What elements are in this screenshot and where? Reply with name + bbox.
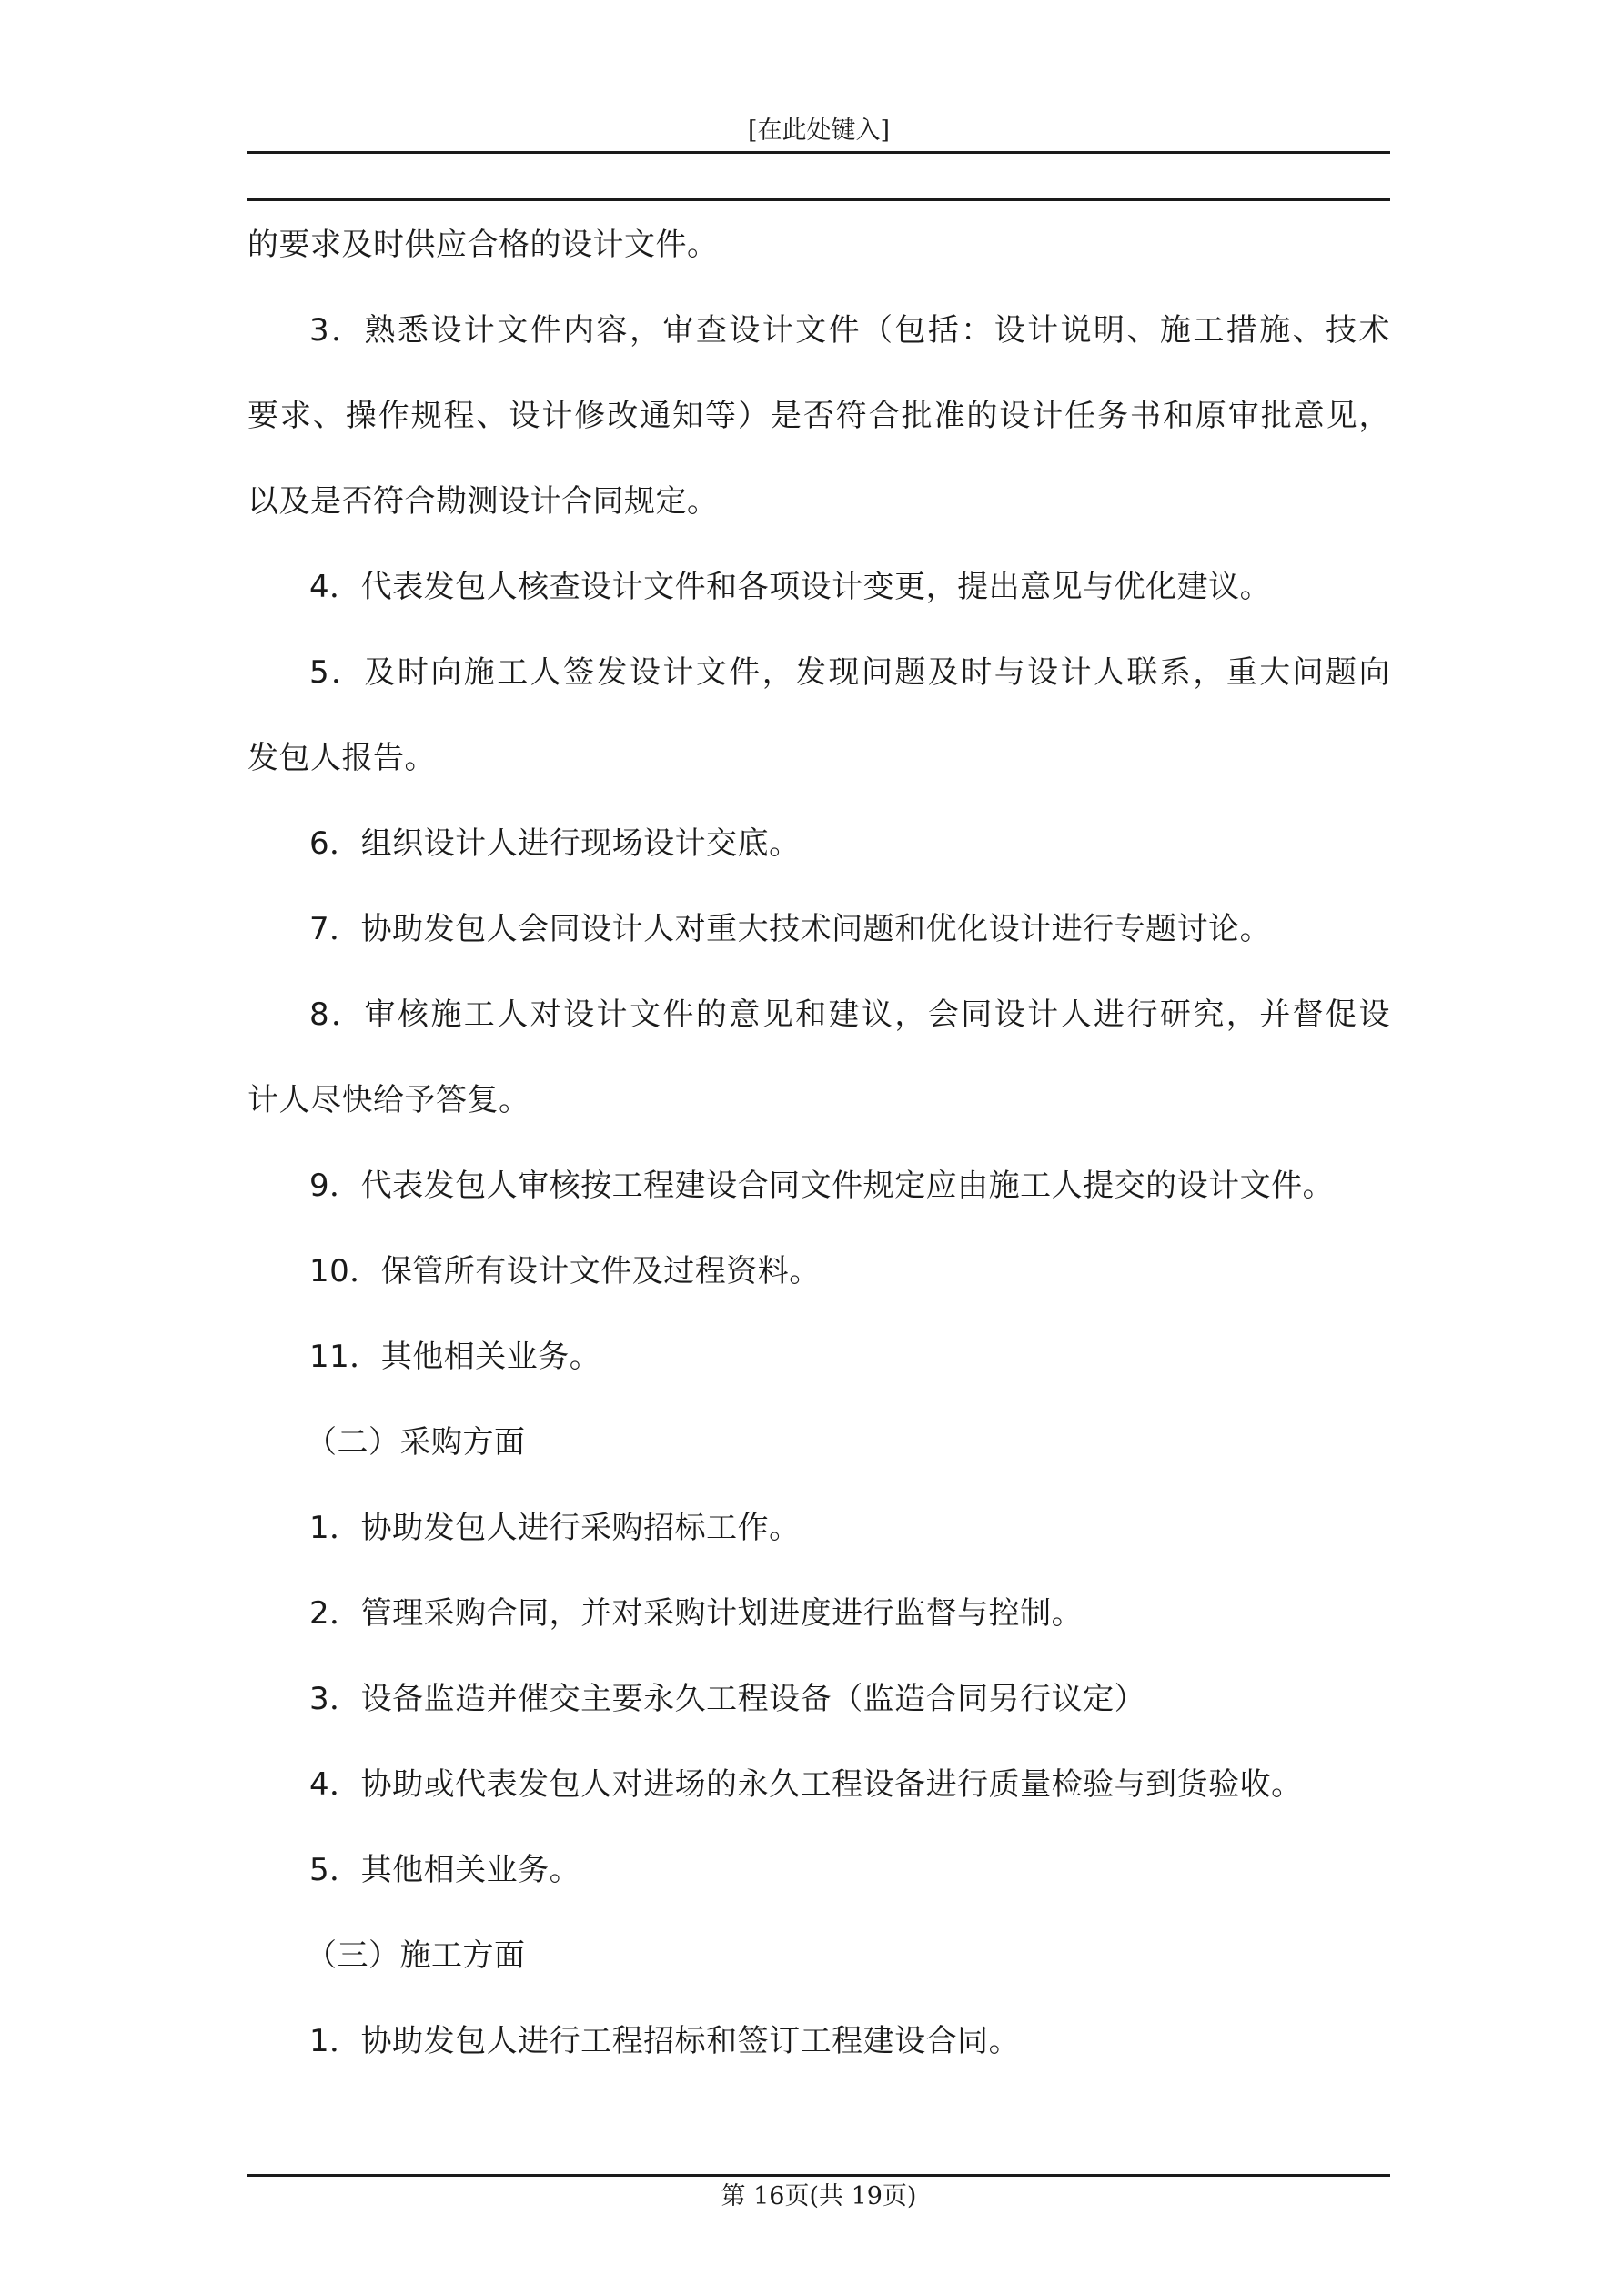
paragraph-line: 计人尽快给予答复。 — [247, 1082, 530, 1118]
paragraph-line: 4．协助或代表发包人对进场的永久工程设备进行质量检验与到货验收。 — [309, 1766, 1303, 1803]
paragraph-line: 5．其他相关业务。 — [309, 1852, 581, 1888]
section-heading: （三）施工方面 — [306, 1937, 526, 1974]
paragraph-line: 8．审核施工人对设计文件的意见和建议，会同设计人进行研究，并督促设 — [309, 996, 1390, 1033]
top-rule — [247, 198, 1390, 201]
header-rule — [247, 151, 1390, 154]
paragraph-line: 3．熟悉设计文件内容，审查设计文件（包括：设计说明、施工措施、技术 — [309, 312, 1390, 349]
paragraph-line: 1．协助发包人进行采购招标工作。 — [309, 1510, 801, 1546]
paragraph-line: 要求、操作规程、设计修改通知等）是否符合批准的设计任务书和原审批意见， — [247, 398, 1390, 434]
paragraph-line: 5．及时向施工人签发设计文件，发现问题及时与设计人联系，重大问题向 — [309, 654, 1390, 691]
paragraph-line: 6．组织设计人进行现场设计交底。 — [309, 825, 801, 862]
page-number: 第 16页(共 19页) — [721, 2182, 917, 2210]
paragraph-line: 的要求及时供应合格的设计文件。 — [247, 227, 719, 263]
header-placeholder-text: [在此处键入] — [747, 116, 891, 145]
paragraph-line: 3．设备监造并催交主要永久工程设备（监造合同另行议定） — [309, 1681, 1146, 1717]
paragraph-line: 2．管理采购合同，并对采购计划进度进行监督与控制。 — [309, 1595, 1084, 1632]
section-heading: （二）采购方面 — [306, 1424, 526, 1461]
paragraph-line: 7．协助发包人会同设计人对重大技术问题和优化设计进行专题讨论。 — [309, 911, 1272, 947]
paragraph-line: 发包人报告。 — [247, 740, 436, 776]
paragraph-line: 4．代表发包人核查设计文件和各项设计变更，提出意见与优化建议。 — [309, 569, 1272, 605]
paragraph-line: 10．保管所有设计文件及过程资料。 — [309, 1253, 821, 1290]
paragraph-line: 1．协助发包人进行工程招标和签订工程建设合同。 — [309, 2023, 1021, 2059]
paragraph-line: 以及是否符合勘测设计合同规定。 — [247, 483, 719, 520]
paragraph-line: 11．其他相关业务。 — [309, 1339, 601, 1375]
paragraph-line: 9．代表发包人审核按工程建设合同文件规定应由施工人提交的设计文件。 — [309, 1168, 1335, 1204]
